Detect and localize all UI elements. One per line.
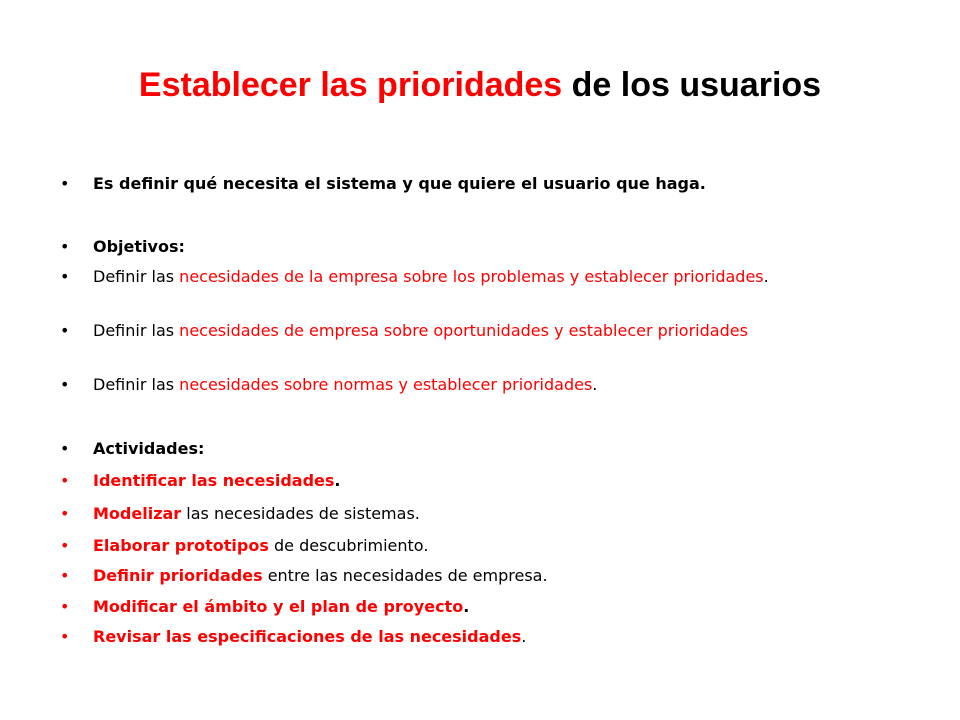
list-item-text: . <box>521 627 527 646</box>
list-item-text: Identificar las necesidades <box>93 471 335 490</box>
list-item-text: Definir prioridades <box>93 566 263 585</box>
list-item-text: entre las necesidades de empresa. <box>262 566 548 585</box>
bullet-marker: • <box>60 439 70 458</box>
list-item <box>60 565 873 587</box>
list-item-text: las necesidades de sistemas. <box>181 504 420 523</box>
list-item-text: necesidades de empresa sobre oportunidades y establecer prioridades <box>179 321 748 340</box>
bullet-marker: • <box>60 597 70 616</box>
list-item-text: Elaborar prototipos <box>93 536 269 555</box>
list-item <box>60 374 873 396</box>
bullet-marker: • <box>60 267 70 286</box>
list-item-text: Definir las <box>93 375 180 394</box>
list-item <box>60 236 873 258</box>
slide-title-rest: de los usuarios <box>562 66 822 104</box>
list-item <box>60 503 873 525</box>
list-item <box>60 470 873 492</box>
bullet-marker: • <box>60 504 70 523</box>
list-item <box>60 535 873 557</box>
list-item <box>60 626 873 648</box>
bullet-marker: • <box>60 174 70 193</box>
list-item-text: Modificar el ámbito y el plan de proyecto <box>93 597 464 616</box>
bullet-marker: • <box>60 321 70 340</box>
bullet-marker: • <box>60 536 70 555</box>
slide-title-highlight: Establecer las prioridades <box>138 66 563 104</box>
bullet-marker: • <box>60 471 70 490</box>
list-item-text: . <box>763 267 769 286</box>
list-item-text: Definir las <box>93 267 180 286</box>
list-item-text: . <box>592 375 598 394</box>
list-item <box>60 438 873 460</box>
list-item-text: Objetivos: <box>93 237 185 256</box>
bullet-marker: • <box>60 375 70 394</box>
list-item-text: necesidades sobre normas y establecer prioridades <box>179 375 593 394</box>
bullet-marker: • <box>60 566 70 585</box>
list-item <box>60 266 873 288</box>
list-item-text: Actividades: <box>93 439 205 458</box>
list-item-text: . <box>463 597 470 616</box>
list-item-text: necesidades de la empresa sobre los problemas y establecer prioridades <box>179 267 764 286</box>
list-item-text: Revisar las especificaciones de las necesidades <box>93 627 522 646</box>
bullet-marker: • <box>60 237 70 256</box>
list-item <box>60 320 873 342</box>
list-item-text: Es definir qué necesita el sistema y que quiere el usuario que haga. <box>93 174 706 193</box>
list-item-text: . <box>334 471 341 490</box>
slide-title <box>0 66 960 105</box>
list-item-text: de descubrimiento. <box>268 536 429 555</box>
bullet-marker: • <box>60 627 70 646</box>
list-item <box>60 173 873 195</box>
list-item-text: Modelizar <box>93 504 182 523</box>
list-item-text: Definir las <box>93 321 180 340</box>
list-item <box>60 596 873 618</box>
